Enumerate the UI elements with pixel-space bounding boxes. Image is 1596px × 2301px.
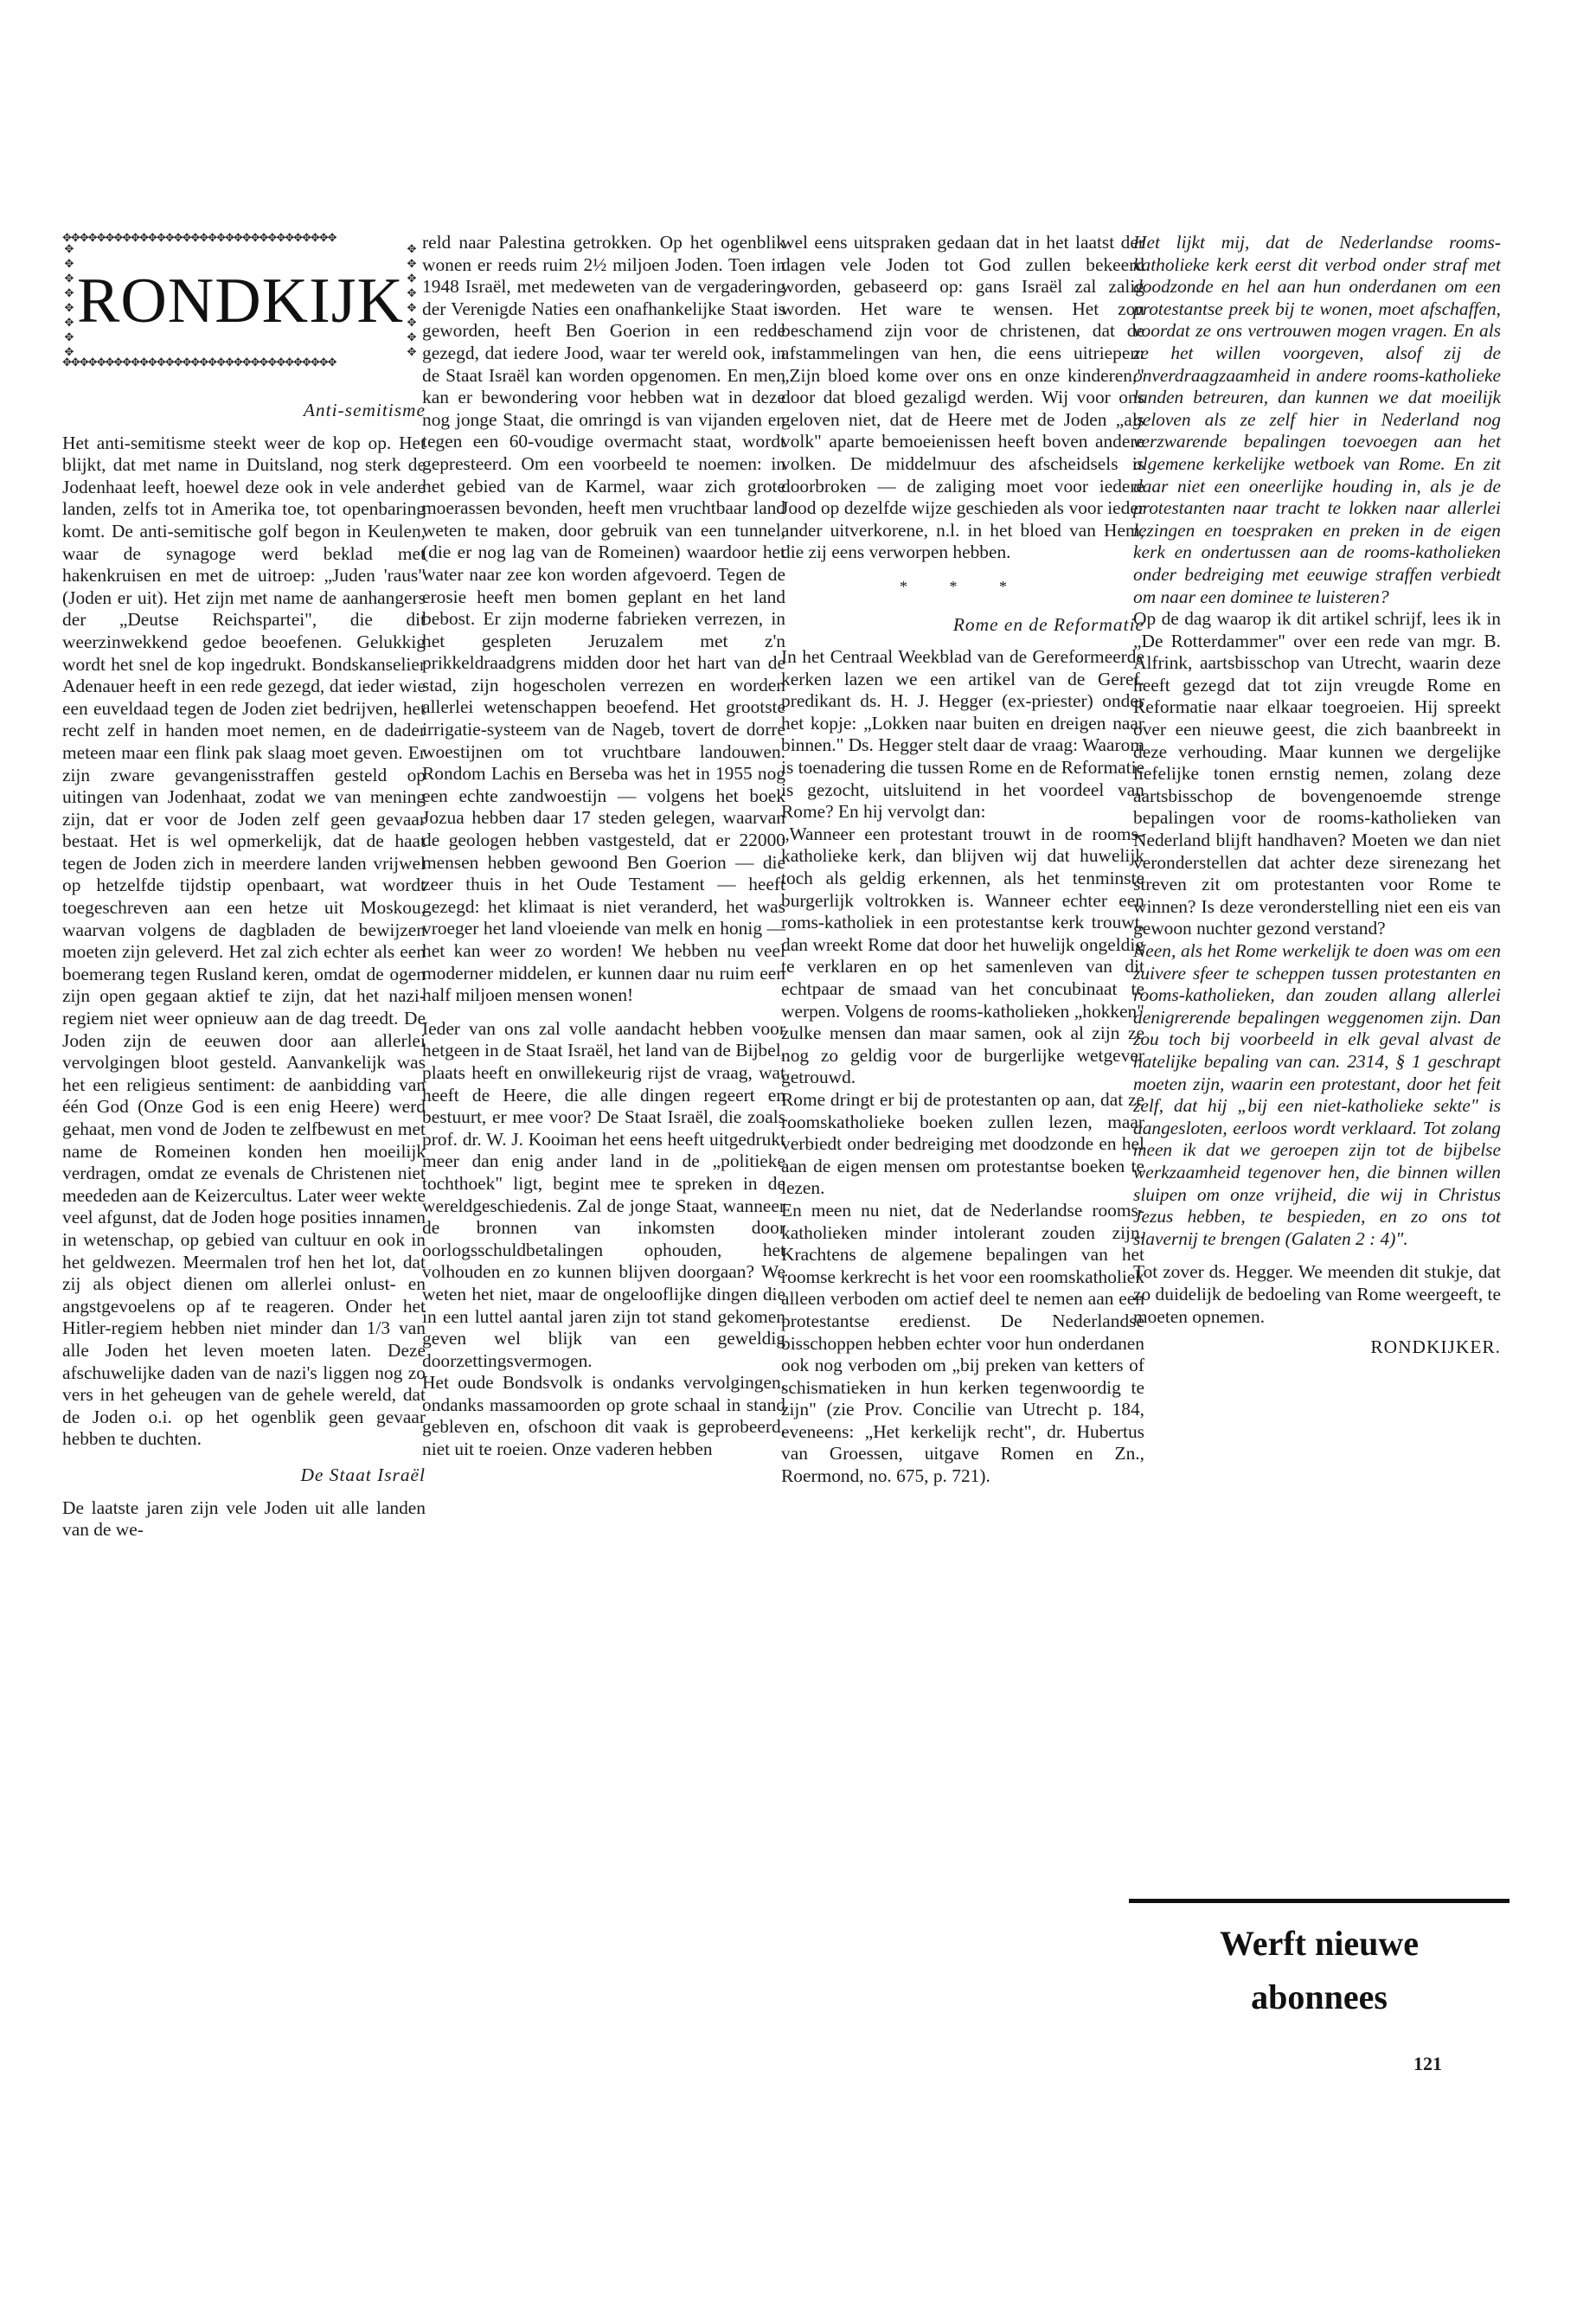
paragraph: Op de dag waarop ik dit artikel schrijf, lees ik in „De Rotterdammer" over een rede van mgr. B. Alfrink, aartsbisschop van Utrecht, waarin deze heeft gezegd dat tot zijn vreugde Rome en Reformatie naar elkaar toegroeien. Hij spreekt over een nieuwe geest, die zich baanbreekt in deze verhouding. Maar kunnen we dergelijke liefelijke tonen ernstig nemen, zolang deze aartsbisschop de bovengenoemde strenge bepalingen voor de rooms-katholieken van Nederland blijft handhaven? Moeten we dan niet veronderstellen dat achter deze sirenezang het streven zit om protestanten voor Rome te winnen? Is deze veronderstelling niet een eis van gewoon nuchter gezond verstand?	[1133, 608, 1501, 939]
column-1	[62, 232, 426, 1541]
rondkijk-header-box	[62, 232, 419, 370]
column-3	[781, 232, 1144, 1488]
section-separator: * * *	[900, 577, 1026, 595]
italic-paragraph: Neen, als het Rome werkelijk te doen was om een zuivere sfeer te scheppen tussen protestanten en rooms-katholieken, dan zouden allang allerlei denigrerende bepalingen weggenomen zijn. Dan zou toch bij voorbeeld in elk geval alvast de hatelijke bepaling van can. 2314, § 1 geschrapt moeten zijn, waarin een protestant, door het feit zelf, dat hij „bij een niet-katholieke sekte" is aangesloten, eerloos wordt verklaard. Tot zolang meen ik dat we geroepen zijn tot de bijbelse werkzaamheid tegenover hen, die binnen willen sluipen om onze vrijheid, die wij in Christus Jezus hebben, te bespieden, en zo ons tot slavernij te brengen (Galaten 2 : 4)".	[1133, 940, 1501, 1249]
paragraph: reld naar Palestina getrokken. Op het ogenblik wonen er reeds ruim 2½ miljoen Joden. Toen in 1948 Israël, met medeweten van de vergadering der Verenigde Naties een onafhankelijke Staat is geworden, heeft Ben Goerion in een rede gezegd, dat iedere Jood, waar ter wereld ook, in de Staat Israël kan worden opgenomen. En men kan er bewondering voor hebben wat in deze nog jonge Staat, die omringd is van vijanden en tegen een 60-voudige overmacht staat, wordt gepresteerd. Om een voorbeeld te noemen: in het gebied van de Karmel, waar zich grote moerassen bevonden, heeft men vruchtbaar land weten te maken, door gebruik van een tunnel, (die er nog lag van de Romeinen) waardoor het water naar zee kon worden afgevoerd. Tegen de erosie heeft men bomen geplant en het land bebost. Er zijn moderne fabrieken verrezen, in het gespleten Jeruzalem met z'n prikkeldraadgrens midden door het hart van de stad, zijn hogescholen verrezen en worden allerlei wetenschappen beoefend. Het grootste irrigatie-systeem van de Nageb, tovert de dorre woestijnen om tot vruchtbare landouwen. Rondom Lachis en Berseba was het in 1955 nog een echte zandwoestijn — volgens het boek Jozua hebben daar 17 steden gelegen, waarvan de geologen hebben vastgesteld, dat er 22000 mensen hebben gewoond Ben Goerion — die zeer thuis in het Oude Testament — heeft gezegd: het klimaat is niet veranderd, het was vroeger het land vloeiende van melk en honig — het kan weer zo worden! We hebben nu veel moderner middelen, er kunnen daar nu ruim een half miljoen mensen wonen!	[422, 232, 785, 1006]
quote-paragraph: Rome dringt er bij de protestanten op aan, dat ze roomskatholieke boeken zullen lezen, maar verbiedt onder bedreiging met doodzonde en hel aan de eigen mensen om protestantse boeken te lezen.	[781, 1088, 1144, 1199]
column-2	[422, 232, 785, 1461]
promo-line-2: abonnees	[1251, 1977, 1388, 2016]
ornament-border-bottom: ✥✥✥✥✥✥✥✥✥✥✥✥✥✥✥✥✥✥✥✥✥✥✥✥✥✥✥✥✥✥✥✥	[62, 356, 337, 369]
subheading-rome-reformatie: Rome en de Reformatie	[952, 613, 1144, 635]
promo-line-1: Werft nieuwe	[1220, 1924, 1419, 1963]
paragraph: Ieder van ons zal volle aandacht hebben voor hetgeen in de Staat Israël, het land van de Bijbel, plaats heeft en onwillekeurig rijst de vraag, wat heeft de Heere, die alle dingen regeert en bestuurt, er mee voor? De Staat Israël, die zoals prof. dr. W. J. Kooiman het eens heeft uitgedrukt meer dan enig ander land in de „politieke tochthoek" ligt, begint mee te spreken in de wereldgeschiedenis. Zal de jonge Staat, wanneer de bronnen van inkomsten door oorlogsschuldbetalingen ophouden, het volhouden en zo kunnen blijven doorgaan? We weten het niet, maar de ongelooflijke dingen die in een luttel aantal jaren zijn tot stand gekomen geven wel blijk van een geweldig doorzettingsvermogen.	[422, 1017, 785, 1371]
page-number: 121	[1413, 2053, 1442, 2074]
ornament-border-right: ✥✥✥✥✥✥✥✥	[407, 243, 417, 359]
paragraph: Het anti-semitisme steekt weer de kop op. Het blijkt, dat met name in Duitsland, nog sterk de Jodenhaat leeft, hoewel deze ook in vele andere landen, zelfs tot in Amerika toe, tot openbaring komt. De anti-semitische golf begon in Keulen, waar de synagoge werd beklad met hakenkruisen en met de uitroep: „Juden 'raus" (Joden er uit). Het zijn met name de aanhangers der „Deutse Reichspartei", die dit weerzinwekkend gedoe beoefenen. Gelukkig wordt het snel de kop ingedrukt. Bondskanselier Adenauer heeft in een rede gezegd, dat ieder wie een euveldaad tegen de Joden ziet bedrijven, het recht zelf in handen moet nemen, en de dader meteen maar een flink pak slaag moet geven. Er zijn zware gevangenisstraffen gesteld op uitingen van Jodenhaat, zodat we van mening zijn, dat er voor de Joden zelf geen gevaar bestaat. Het is wel opmerkelijk, dat de haat tegen de Joden zich in meerdere landen vrijwel op hetzelfde tijdstip openbaart, wat wordt toegeschreven aan een hetze uit Moskou, waarvan volgens de dagbladen de bewijzen moeten zijn geleverd. Het zal zich echter als een boemerang tegen Rusland keren, omdat de ogen zijn open gegaan aktief te zijn, dat het nazi-regiem niet weer opnieuw aan de dag treedt. De Joden zijn de eeuwen door aan allerlei vervolgingen bloot gesteld. Aanvankelijk was het een religieus sentiment: de aanbidding van één God (Onze God is een enig Heere) werd gehaat, men vond de Joden te zelfbewust en met name de Romeinen konden hen moeilijk verdragen, omdat ze evenals de Christenen niet meededen aan de Keizercultus. Later weer wekte veel afgunst, dat de Joden hoge posities innamen in wetenschap, op gebied van cultuur en ook in het geldwezen. Meermalen trof hen het lot, dat zij als object dienen om allerlei onlust- en angstgevoelens op af te reageren. Onder het Hitler-regiem hebben niet minder dan 1/3 van alle Joden het leven moeten laten. Deze afschuwelijke daden van de nazi's liggen nog zo vers in het geheugen van de gehele wereld, dat de Joden o.i. op het ogenblik geen gevaar hebben te duchten.	[62, 432, 426, 1450]
section-title: RONDKIJK	[77, 266, 404, 336]
ornament-border-top: ✥✥✥✥✥✥✥✥✥✥✥✥✥✥✥✥✥✥✥✥✥✥✥✥✥✥✥✥✥✥✥✥	[62, 232, 337, 245]
ornament-border-left: ✥✥✥✥✥✥✥✥	[64, 243, 74, 359]
subscription-promo	[1129, 1899, 1509, 2024]
italic-paragraph: Het lijkt mij, dat de Nederlandse rooms-katholieke kerk eerst dit verbod onder straf met doodzonde en hel aan hun onderdanen om een protestantse preek bij te wonen, moet afschaffen, voordat ze ons vertrouwen mogen vragen. En als ze het willen voorgeven, alsof zij de onverdraagzaamheid in andere rooms-katholieke landen betreuren, dan kunnen we dat moeilijk geloven als ze zelf hier in Nederland nog verzwarende bepalingen toevoegen aan het algemene kerkelijke wetboek van Rome. En zit daar niet een oneerlijke houding in, als je de protestanten naar tracht te lokken naar allerlei lezingen en toespraken en preken in de eigen kerk en ondertussen aan de rooms-katholieken onder bedreiging met eeuwige straffen verbiedt om naar een dominee te luisteren?	[1133, 232, 1501, 607]
paragraph: In het Centraal Weekblad van de Gereformeerde kerken lazen we een artikel van de Geref. predikant ds. H. J. Hegger (ex-priester) onder het kopje: „Lokken naar buiten en dreigen naar binnen." Ds. Hegger stelt daar de vraag: Waarom is toenadering die tussen Rome en de Reformatie is gezocht, uitsluitend in het voordeel van Rome? En hij vervolgt dan:	[781, 646, 1144, 823]
paragraph: Het oude Bondsvolk is ondanks vervolgingen, ondanks massamoorden op grote schaal in stand gebleven en, ofschoon dit vaak is geprobeerd, niet uit te roeien. Onze vaderen hebben	[422, 1372, 785, 1460]
paragraph: wel eens uitspraken gedaan dat in het laatst der dagen vele Joden tot God zullen bekeerd worden, gebaseerd op: gans Israël zal zalig worden. Het ware te wensen. Het zou beschamend zijn voor de christenen, dat de afstammelingen van hen, die eens uitriepen: „Zijn bloed kome over ons en onze kinderen," door dat bloed gezaligd werden. Wij voor ons geloven niet, dat de Heere met de Joden „als volk" aparte bemoeienissen heeft boven andere volken. De middelmuur des afscheidsels is doorbroken — de zaliging moet voor iedere Jood op dezelfde wijze geschieden als voor ieder ander uitverkorene, n.l. in het bloed van Hem, die zij eens verworpen hebben.	[781, 232, 1144, 563]
subheading-staat-israel: De Staat Israël	[300, 1464, 426, 1485]
paragraph: De laatste jaren zijn vele Joden uit alle landen van de we-	[62, 1497, 426, 1541]
author-signature: RONDKIJKER.	[1370, 1336, 1501, 1358]
subheading-anti-semitisme: Anti-semitisme	[303, 400, 426, 420]
closing-paragraph: Tot zover ds. Hegger. We meenden dit stukje, dat zo duidelijk de bedoeling van Rome weergeeft, te moeten opnemen.	[1133, 1261, 1501, 1327]
quote-paragraph: En meen nu niet, dat de Nederlandse rooms-katholieken minder intolerant zouden zijn. Krachtens de algemene bepalingen van het roomse kerkrecht is het voor een roomskatholiek alleen verboden om actief deel te nemen aan een protestantse eredienst. De Nederlandse bisschoppen hebben echter voor hun onderdanen ook nog verboden om „bij preken van ketters of schismatieken in hun kerken tegenwoordig te zijn" (zie Prov. Concilie van Utrecht p. 184, eveneens: „Het kerkelijk recht", dr. Hubertus van Groessen, uitgave Romen en Zn., Roermond, no. 675, p. 721).	[781, 1199, 1144, 1487]
column-4	[1133, 232, 1501, 1359]
quote-paragraph: „Wanneer een protestant trouwt in de rooms-katholieke kerk, dan blijven wij dat huwelijk toch als geldig erkennen, als het tenminste burgerlijk voltrokken is. Wanneer echter een roms-katholiek in een protestantse kerk trouwt, dan wreekt Rome dat door het huwelijk ongeldig te verklaren en op het samenleven van dit echtpaar de smaad van het concubinaat te werpen. Volgens de rooms-katholieken „hokken" zulke mensen dan maar samen, ook al zijn ze nog zo geldig voor de burgerlijke wetgever getrouwd.	[781, 823, 1144, 1088]
